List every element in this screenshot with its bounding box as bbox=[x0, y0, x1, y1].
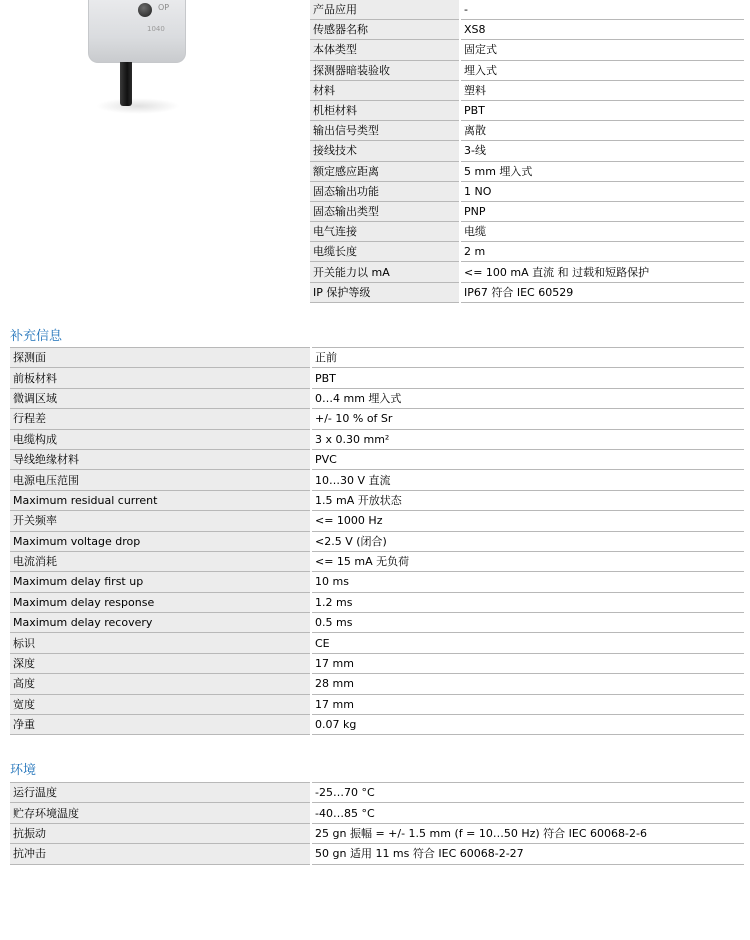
spec-label: 固态输出功能 bbox=[310, 181, 460, 201]
spec-value: 5 mm 埋入式 bbox=[460, 161, 744, 181]
spec-value: PBT bbox=[460, 100, 744, 120]
spec-value: 50 gn 适用 11 ms 符合 IEC 60068-2-27 bbox=[311, 844, 744, 864]
table-row bbox=[10, 429, 744, 449]
spec-label: 本体类型 bbox=[310, 40, 460, 60]
spec-value: <= 15 mA 无负荷 bbox=[311, 551, 744, 571]
spec-label: 固态输出类型 bbox=[310, 201, 460, 221]
table-row bbox=[10, 348, 744, 368]
spec-label: 行程差 bbox=[10, 409, 311, 429]
spec-value: 17 mm bbox=[311, 653, 744, 673]
spec-label: 电缆构成 bbox=[10, 429, 311, 449]
spec-label: 额定感应距离 bbox=[310, 161, 460, 181]
table-row bbox=[10, 592, 744, 612]
supplementary-title: 补充信息 bbox=[10, 329, 63, 344]
sensor-body bbox=[88, 0, 186, 63]
spec-label: 开关频率 bbox=[10, 511, 311, 531]
table-row bbox=[10, 388, 744, 408]
spec-value: 3 x 0.30 mm² bbox=[311, 429, 744, 449]
table-row bbox=[10, 470, 744, 490]
spec-label: 电气连接 bbox=[310, 222, 460, 242]
table-row bbox=[10, 783, 744, 803]
spec-value: -40…85 °C bbox=[311, 803, 744, 823]
spec-label: 高度 bbox=[10, 674, 311, 694]
spec-label: 抗冲击 bbox=[10, 844, 311, 864]
spec-label: 机柜材料 bbox=[310, 100, 460, 120]
table-row bbox=[310, 40, 744, 60]
supplementary-table bbox=[10, 347, 744, 735]
spec-value: 正前 bbox=[311, 348, 744, 368]
main-spec-table bbox=[310, 0, 744, 303]
environment-body bbox=[10, 783, 744, 865]
spec-label: 产品应用 bbox=[310, 0, 460, 20]
spec-value: 固定式 bbox=[460, 40, 744, 60]
environment-table bbox=[10, 782, 744, 865]
spec-value: IP67 符合 IEC 60529 bbox=[460, 282, 744, 302]
indicator-label: OP bbox=[158, 3, 170, 12]
table-row bbox=[310, 80, 744, 100]
table-row bbox=[310, 242, 744, 262]
spec-label: 抗振动 bbox=[10, 823, 311, 843]
table-row bbox=[10, 511, 744, 531]
spec-value: 塑料 bbox=[460, 80, 744, 100]
table-row bbox=[310, 181, 744, 201]
spec-label: 电源电压范围 bbox=[10, 470, 311, 490]
table-row bbox=[310, 222, 744, 242]
table-row bbox=[10, 633, 744, 653]
spec-value: XS8 bbox=[460, 20, 744, 40]
spec-value: PNP bbox=[460, 201, 744, 221]
spec-label: 接线技术 bbox=[310, 141, 460, 161]
spec-label: 宽度 bbox=[10, 694, 311, 714]
table-row bbox=[10, 844, 744, 864]
spec-label: 微调区域 bbox=[10, 388, 311, 408]
spec-label: 探测面 bbox=[10, 348, 311, 368]
table-row bbox=[10, 551, 744, 571]
table-row bbox=[10, 449, 744, 469]
table-row bbox=[10, 803, 744, 823]
spec-label: IP 保护等级 bbox=[310, 282, 460, 302]
spec-label: 输出信号类型 bbox=[310, 121, 460, 141]
spec-label: 材料 bbox=[310, 80, 460, 100]
table-row bbox=[10, 674, 744, 694]
product-shadow bbox=[96, 98, 180, 114]
spec-value: 17 mm bbox=[311, 694, 744, 714]
table-row bbox=[310, 282, 744, 302]
environment-title: 环境 bbox=[10, 763, 37, 778]
indicator-led-icon bbox=[138, 3, 152, 17]
table-row bbox=[10, 694, 744, 714]
spec-value: 28 mm bbox=[311, 674, 744, 694]
spec-value: 10…30 V 直流 bbox=[311, 470, 744, 490]
table-row bbox=[10, 368, 744, 388]
table-row bbox=[10, 823, 744, 843]
spec-value: 0…4 mm 埋入式 bbox=[311, 388, 744, 408]
spec-value: +/- 10 % of Sr bbox=[311, 409, 744, 429]
spec-value: -25…70 °C bbox=[311, 783, 744, 803]
spec-label: Maximum voltage drop bbox=[10, 531, 311, 551]
spec-value: - bbox=[460, 0, 744, 20]
spec-value: PVC bbox=[311, 449, 744, 469]
table-row bbox=[10, 409, 744, 429]
spec-value: <= 1000 Hz bbox=[311, 511, 744, 531]
spec-label: 净重 bbox=[10, 715, 311, 735]
table-row bbox=[310, 161, 744, 181]
spec-value: <2.5 V (闭合) bbox=[311, 531, 744, 551]
main-spec-body bbox=[310, 0, 744, 302]
table-row bbox=[310, 60, 744, 80]
table-row bbox=[10, 490, 744, 510]
table-row bbox=[310, 20, 744, 40]
spec-value: 埋入式 bbox=[460, 60, 744, 80]
table-row bbox=[10, 653, 744, 673]
spec-label: 开关能力以 mA bbox=[310, 262, 460, 282]
spec-value: <= 100 mA 直流 和 过载和短路保护 bbox=[460, 262, 744, 282]
spec-value: 3-线 bbox=[460, 141, 744, 161]
spec-value: 1 NO bbox=[460, 181, 744, 201]
spec-value: PBT bbox=[311, 368, 744, 388]
spec-label: 传感器名称 bbox=[310, 20, 460, 40]
table-row bbox=[10, 572, 744, 592]
spec-label: 深度 bbox=[10, 653, 311, 673]
spec-label: 电缆长度 bbox=[310, 242, 460, 262]
spec-label: Maximum delay recovery bbox=[10, 613, 311, 633]
table-row bbox=[310, 0, 744, 20]
spec-label: Maximum delay first up bbox=[10, 572, 311, 592]
spec-label: Maximum residual current bbox=[10, 490, 311, 510]
spec-label: 导线绝缘材料 bbox=[10, 449, 311, 469]
supplementary-body bbox=[10, 348, 744, 735]
table-row bbox=[310, 141, 744, 161]
spec-value: 0.07 kg bbox=[311, 715, 744, 735]
spec-label: 标识 bbox=[10, 633, 311, 653]
spec-label: 前板材料 bbox=[10, 368, 311, 388]
spec-value: 1.2 ms bbox=[311, 592, 744, 612]
spec-value: CE bbox=[311, 633, 744, 653]
spec-label: 探测器暗装验收 bbox=[310, 60, 460, 80]
table-row bbox=[310, 100, 744, 120]
spec-value: 1.5 mA 开放状态 bbox=[311, 490, 744, 510]
spec-value: 离散 bbox=[460, 121, 744, 141]
table-row bbox=[10, 531, 744, 551]
spec-label: 电流消耗 bbox=[10, 551, 311, 571]
product-image bbox=[60, 0, 200, 120]
spec-value: 25 gn 振幅 = +/- 1.5 mm (f = 10…50 Hz) 符合 IEC 60068-2-6 bbox=[311, 823, 744, 843]
spec-value: 0.5 ms bbox=[311, 613, 744, 633]
spec-value: 2 m bbox=[460, 242, 744, 262]
table-row bbox=[10, 715, 744, 735]
table-row bbox=[310, 121, 744, 141]
spec-label: Maximum delay response bbox=[10, 592, 311, 612]
model-mark: 1040 bbox=[147, 25, 165, 33]
spec-value: 10 ms bbox=[311, 572, 744, 592]
table-row bbox=[310, 262, 744, 282]
spec-label: 运行温度 bbox=[10, 783, 311, 803]
table-row bbox=[310, 201, 744, 221]
table-row bbox=[10, 613, 744, 633]
spec-value: 电缆 bbox=[460, 222, 744, 242]
spec-label: 贮存环境温度 bbox=[10, 803, 311, 823]
